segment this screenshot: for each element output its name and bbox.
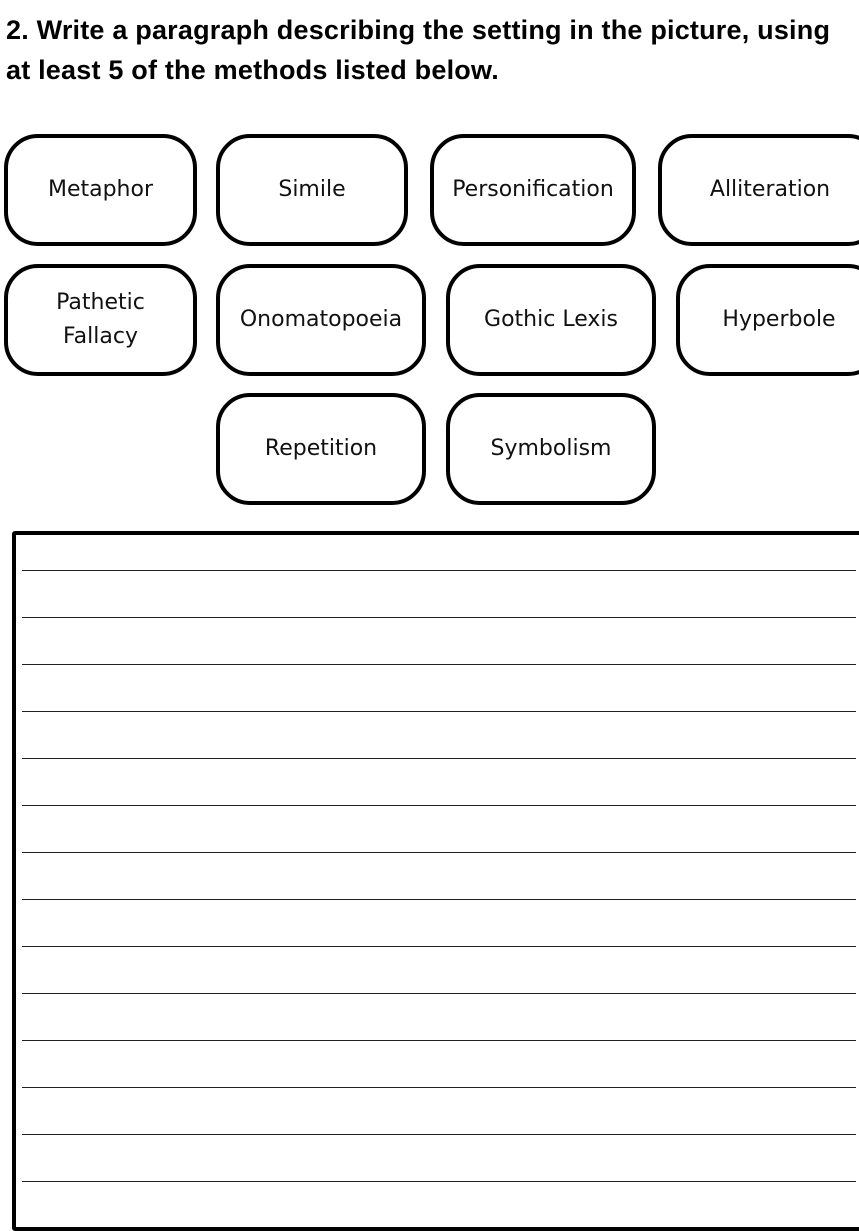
writing-line bbox=[22, 946, 856, 947]
writing-area[interactable] bbox=[12, 531, 859, 1231]
method-pathetic-fallacy: Pathetic Fallacy bbox=[4, 264, 197, 376]
question-prompt: 2. Write a paragraph describing the setting in the picture, using at least 5 of the methods listed below. bbox=[6, 15, 831, 85]
method-alliteration: Alliteration bbox=[658, 134, 859, 246]
method-hyperbole: Hyperbole bbox=[676, 264, 859, 376]
writing-line bbox=[22, 664, 856, 665]
method-personification: Personification bbox=[430, 134, 636, 246]
writing-line bbox=[22, 617, 856, 618]
method-metaphor: Metaphor bbox=[4, 134, 197, 246]
writing-line bbox=[22, 1040, 856, 1041]
writing-line bbox=[22, 852, 856, 853]
writing-line bbox=[22, 805, 856, 806]
writing-line bbox=[22, 758, 856, 759]
method-simile: Simile bbox=[216, 134, 408, 246]
method-gothic-lexis: Gothic Lexis bbox=[446, 264, 656, 376]
method-symbolism: Symbolism bbox=[446, 393, 656, 505]
method-onomatopoeia: Onomatopoeia bbox=[216, 264, 426, 376]
writing-line bbox=[22, 570, 856, 571]
writing-line bbox=[22, 899, 856, 900]
writing-line bbox=[22, 1134, 856, 1135]
writing-line bbox=[22, 1181, 856, 1182]
writing-line bbox=[22, 993, 856, 994]
writing-line bbox=[22, 711, 856, 712]
method-repetition: Repetition bbox=[216, 393, 426, 505]
writing-line bbox=[22, 1087, 856, 1088]
